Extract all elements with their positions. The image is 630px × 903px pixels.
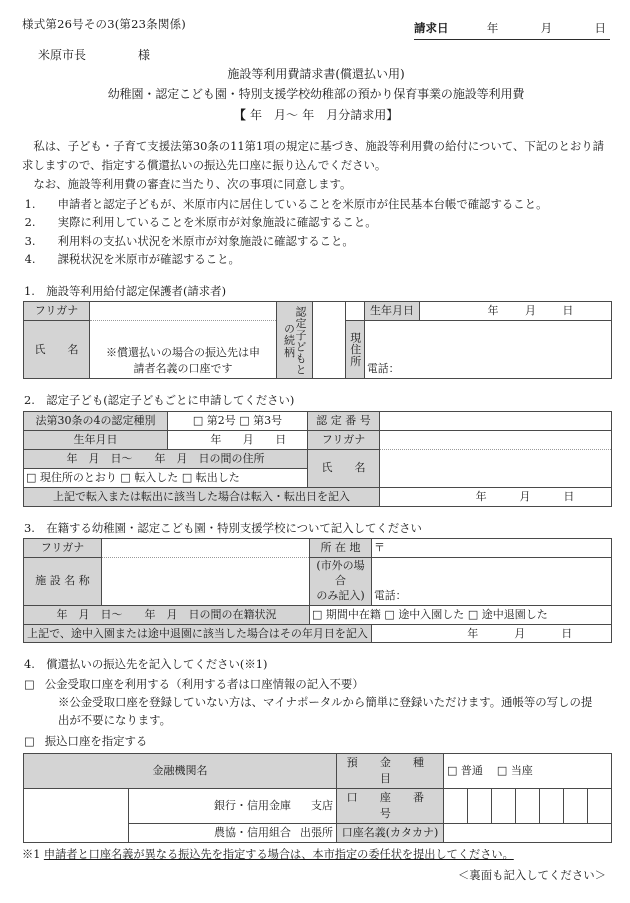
enroll-option-mid-in: 途中入園した	[398, 607, 465, 621]
agreement-text-1: 申請者と認定子どもが、米原市内に居住していることを米原市が住民基本台帳で確認すること。	[57, 196, 548, 211]
checkbox-icon[interactable]: □	[24, 676, 35, 691]
footnote-text: 申請者と口座名義が異なる振込先を指定する場合は、本市指定の委任状を提出してください。	[43, 847, 514, 861]
cert-type-options[interactable]	[168, 411, 308, 430]
checkbox-icon[interactable]: □	[181, 470, 193, 484]
list-item	[24, 195, 610, 213]
move-month: 月	[519, 489, 531, 503]
enroll-status-options[interactable]	[310, 605, 612, 624]
facility-name-label: 施 設 名 称	[24, 558, 102, 606]
facility-name-input[interactable]	[102, 558, 310, 606]
public-account-option[interactable]	[24, 675, 610, 693]
checkbox-icon[interactable]: □	[467, 607, 479, 621]
child-name-label: 氏 名	[308, 449, 380, 487]
period-end[interactable]: 年 月分請求用】	[302, 107, 399, 122]
guardian-birth-label: 生年月日	[365, 302, 420, 321]
agreement-number-3: 3.	[24, 233, 36, 248]
guardian-phone-label: 電話：	[367, 362, 400, 376]
facility-furigana-input[interactable]	[102, 539, 310, 558]
agreement-number-1: 1.	[24, 196, 36, 211]
facility-location-note	[310, 558, 372, 606]
table-row	[24, 753, 612, 788]
specify-account-label: 振込口座を指定する	[44, 733, 148, 748]
deposit-option-current: 当座	[510, 763, 533, 777]
name-note-line2: 請者名義の口座です	[133, 362, 233, 376]
bank-account-table	[23, 753, 612, 843]
child-birth-label: 生年月日	[24, 430, 168, 449]
agreement-number-2: 2.	[24, 215, 36, 230]
checkbox-icon[interactable]: □	[120, 470, 131, 484]
guardian-name-note	[90, 344, 277, 378]
specify-account-option[interactable]	[24, 732, 610, 750]
section-1-heading: 1. 施設等利用給付認定保護者(請求者)	[24, 283, 227, 298]
location-note-line1: (市外の場合	[316, 559, 365, 587]
table-row	[24, 411, 612, 430]
guardian-address-input[interactable]	[365, 320, 612, 344]
form-title-sub: 幼稚園・認定こども園・特別支援学校幼稚部の預かり保育事業の施設等利用費	[107, 87, 525, 102]
enroll-period-label: 年 月 日～ 年 月 日の間の在籍状況	[24, 605, 310, 624]
move-day: 日	[563, 489, 575, 503]
enroll-option-full: 期間中在籍	[325, 607, 381, 621]
child-birth-input[interactable]	[168, 430, 308, 449]
bank-name-input[interactable]	[24, 788, 129, 842]
checkbox-icon[interactable]: □	[239, 413, 250, 427]
form-title-main: 施設等利用費請求書(償還払い用)	[227, 67, 405, 82]
table-row	[24, 430, 612, 449]
child-period-address-label: 年 月 日～ 年 月 日の間の住所	[24, 449, 308, 468]
section-2-heading: 2. 認定子ども(認定子どもごとに申請してください)	[24, 393, 295, 408]
footnote-marker: ※1	[22, 847, 41, 861]
child-move-date-input[interactable]	[380, 487, 612, 506]
addressee-honorific: 様	[138, 47, 151, 62]
table-row	[24, 449, 612, 468]
account-holder-input[interactable]	[444, 823, 612, 842]
period-open-bracket: 【	[233, 107, 246, 122]
child-birth-year: 年	[210, 432, 222, 446]
intro-paragraph-2: なお、施設等利用費の審査に当たり、次の事項に同意します。	[33, 177, 352, 192]
child-move-note: 上記で転入または転出に該当した場合は転入・転出日を記入	[24, 487, 380, 506]
period-start[interactable]: 年 月～	[249, 107, 298, 122]
cert-no-input[interactable]	[380, 411, 612, 430]
child-table	[23, 411, 612, 507]
account-digit-2[interactable]	[468, 788, 492, 823]
guardian-relation-input[interactable]	[313, 302, 346, 379]
agreement-text-4: 課税状況を米原市が確認すること。	[57, 252, 240, 267]
enroll-option-mid-out: 途中退園した	[481, 607, 548, 621]
claim-date-month[interactable]: 月	[540, 21, 553, 35]
guardian-birth-input[interactable]	[420, 302, 612, 321]
cert-no-label: 認 定 番 号	[308, 411, 380, 430]
form-period-line	[22, 107, 610, 124]
facility-furigana-label: フリガナ	[24, 539, 102, 558]
account-no-label: 口 座 番 号	[337, 788, 444, 823]
spacer-cell	[346, 302, 365, 321]
guardian-relation-label	[277, 302, 313, 379]
public-account-note-line1: ※公金受取口座を登録していない方は、マイナポータルから簡単に登録いただけます。通帳等の写しの提	[58, 695, 593, 710]
table-row	[24, 539, 612, 558]
addressee-mayor: 米原市長	[38, 47, 87, 62]
agreement-list	[22, 195, 610, 269]
bank-type-left-2: 農協・信用組合	[214, 825, 291, 839]
intro-paragraph-1: 私は、子ども・子育て支援法第30条の11第1項の規定に基づき、施設等利用費の給付について、下記のとおり請求しますので、指定する償還払いの振込先口座に振り込んでください。	[22, 139, 605, 172]
claim-date-field	[414, 20, 610, 40]
facility-postal-input[interactable]	[372, 539, 612, 558]
guardian-furigana-label: フリガナ	[24, 302, 90, 321]
section-4-heading: 4. 償還払いの振込先を記入してください(※1)	[24, 657, 268, 672]
child-furigana-input[interactable]	[380, 430, 612, 449]
guardian-address-label	[346, 320, 365, 378]
move-year: 年	[475, 489, 487, 503]
table-row	[24, 624, 612, 643]
checkbox-icon[interactable]: □	[312, 607, 323, 621]
bank-name-label: 金融機関名	[24, 753, 337, 788]
move-option-in: 転入した	[134, 470, 179, 484]
checkbox-icon[interactable]: □	[24, 733, 35, 748]
facility-location-label: 所 在 地	[310, 539, 372, 558]
cert-type-option-2: 第3号	[253, 413, 283, 427]
account-digit-6[interactable]	[564, 788, 588, 823]
backside-notice: ＜裏面も記入してください＞	[457, 867, 606, 882]
enroll-year: 年	[467, 626, 479, 640]
list-item	[24, 250, 610, 268]
facility-address-phone-input[interactable]	[372, 558, 612, 606]
child-birth-day: 日	[275, 432, 287, 446]
birth-year: 年	[487, 304, 499, 318]
list-item	[24, 232, 610, 250]
account-holder-label: 口座名義(カタカナ)	[337, 823, 444, 842]
table-row	[24, 487, 612, 506]
deposit-type-label: 預 金 種 目	[337, 753, 444, 788]
facility-phone-label: 電話：	[374, 588, 407, 602]
account-digit-1[interactable]	[444, 788, 468, 823]
enroll-note: 上記で、途中入園または途中退園に該当した場合はその年月日を記入	[24, 624, 372, 643]
cert-type-option-1: 第2号	[206, 413, 236, 427]
account-digit-3[interactable]	[492, 788, 516, 823]
guardian-name-input[interactable]	[90, 320, 277, 344]
location-note-line2: のみ記入)	[316, 588, 365, 602]
account-digit-4[interactable]	[516, 788, 540, 823]
birth-day: 日	[562, 304, 574, 318]
name-note-line1: ※償還払いの場合の振込先は申	[106, 346, 260, 360]
child-birth-month: 月	[242, 432, 254, 446]
checkbox-icon[interactable]: □	[384, 607, 395, 621]
enroll-month: 月	[514, 626, 526, 640]
cert-type-label: 法第30条の4の認定種別	[24, 411, 168, 430]
public-account-note-line2: 出が不要になります。	[58, 713, 171, 728]
bank-branch-1: 支店	[311, 798, 333, 812]
agreement-text-2: 実際に利用していることを米原市が対象施設に確認すること。	[57, 215, 377, 230]
deposit-type-options[interactable]	[444, 753, 612, 788]
bank-type-left-1: 銀行・信用金庫	[214, 798, 291, 812]
table-row	[24, 558, 612, 606]
agreement-text-3: 利用料の支払い状況を米原市が対象施設に確認すること。	[57, 233, 354, 248]
postal-mark-icon: 〒	[374, 541, 385, 555]
addressee-row	[22, 47, 610, 64]
table-row	[24, 788, 612, 823]
list-item	[24, 213, 610, 231]
enroll-date-input[interactable]	[372, 624, 612, 643]
guardian-table	[23, 301, 612, 379]
checkbox-icon[interactable]: □	[496, 763, 508, 777]
table-row	[24, 302, 612, 321]
claim-date-day[interactable]: 日	[594, 21, 606, 35]
move-option-same: 現住所のとおり	[39, 470, 117, 484]
checkbox-icon[interactable]: □	[26, 470, 37, 484]
guardian-furigana-input[interactable]	[90, 302, 277, 321]
guardian-relation-text: 認定子どもとの続柄	[282, 305, 308, 375]
guardian-name-label: 氏 名	[24, 320, 90, 378]
facility-table	[23, 538, 612, 643]
section-3-heading: 3. 在籍する幼稚園・認定こども園・特別支援学校について記入してください	[24, 520, 422, 535]
footnote-1	[22, 847, 610, 863]
account-digit-7[interactable]	[588, 788, 612, 823]
form-number: 様式第26号その3(第23条関係)	[22, 17, 186, 31]
bank-branch-2: 出張所	[300, 825, 333, 839]
birth-month: 月	[524, 304, 536, 318]
move-option-out: 転出した	[195, 470, 240, 484]
guardian-address-text: 現住所	[348, 332, 362, 367]
agreement-number-4: 4.	[24, 252, 36, 267]
enroll-day: 日	[561, 626, 573, 640]
claim-date-year[interactable]: 年	[486, 21, 499, 35]
bank-type-row-2	[129, 823, 337, 842]
claim-date-label: 請求日	[414, 21, 449, 35]
account-digit-5[interactable]	[540, 788, 564, 823]
deposit-option-ordinary: 普通	[460, 763, 483, 777]
table-row	[24, 605, 612, 624]
child-furigana-label: フリガナ	[308, 430, 380, 449]
guardian-phone-input[interactable]	[365, 344, 612, 378]
public-account-label: 公金受取口座を利用する（利用する者は口座情報の記入不要）	[44, 676, 364, 691]
bank-type-row-1	[129, 788, 337, 823]
checkbox-icon[interactable]: □	[447, 763, 458, 777]
checkbox-icon[interactable]: □	[192, 413, 204, 427]
child-name-input[interactable]	[380, 449, 612, 487]
child-move-options[interactable]	[24, 468, 308, 487]
